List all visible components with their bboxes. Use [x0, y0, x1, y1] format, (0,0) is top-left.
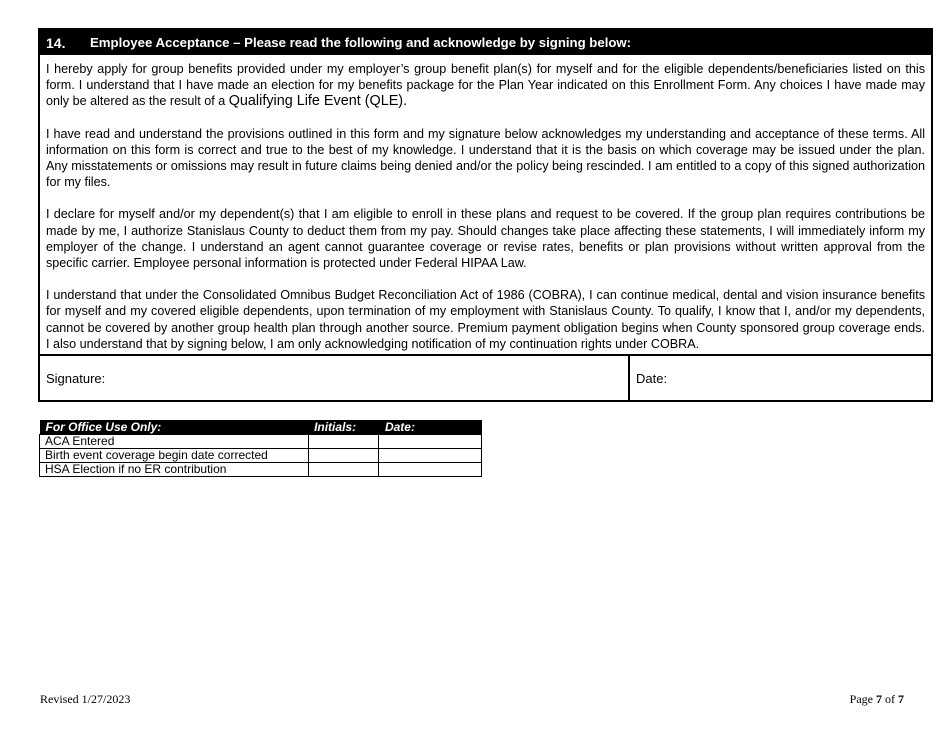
office-row-label: HSA Election if no ER contribution: [40, 463, 309, 477]
office-use-table: [39, 420, 482, 477]
office-header-initials: Initials:: [308, 420, 379, 435]
section-number: 14.: [46, 34, 66, 51]
current-page: 7: [876, 692, 882, 706]
initials-cell[interactable]: [308, 463, 379, 477]
section-header: [40, 30, 931, 55]
office-header-label: For Office Use Only:: [40, 420, 309, 435]
date-label: Date:: [636, 370, 668, 386]
office-header-row: [40, 420, 482, 435]
date-cell[interactable]: [379, 435, 482, 449]
employee-acceptance-section: [38, 28, 933, 402]
signature-row: [40, 356, 931, 400]
table-row: [40, 435, 482, 449]
office-row-label: Birth event coverage begin date corrected: [40, 449, 309, 463]
date-cell[interactable]: [379, 463, 482, 477]
date-cell[interactable]: [379, 449, 482, 463]
signature-field[interactable]: [40, 356, 630, 400]
revision-date: Revised 1/27/2023: [40, 692, 131, 706]
office-row-label: ACA Entered: [40, 435, 309, 449]
acceptance-text: [40, 55, 931, 356]
table-row: [40, 463, 482, 477]
signature-label: Signature:: [46, 370, 106, 386]
paragraph-provisions: I have read and understand the provisions outlined in this form and my signature below acknowledges my understanding and acceptance of these terms. All information on this form is correct and true to the best of my knowledge. I understand that it is the basis on which coverage may be issued under the plan. Any misstatements or omissions may result in future claims being denied and/or the policy being rescinded. I am entitled to a copy of this signed authorization for my files.: [46, 126, 925, 190]
section-title: Employee Acceptance – Please read the following and acknowledge by signing below:: [90, 35, 632, 50]
paragraph-cobra: I understand that under the Consolidated Omnibus Budget Reconciliation Act of 1986 (COBRA), I can continue medical, dental and vision insurance benefits for myself and my covered eligible dependents, upon termination of my employment with Stanislaus County. To qualify, I know that I, and/or my dependents, cannot be covered by another group health plan through another source. Premium payment obligation begins when County sponsored group coverage ends. I also understand that by signing below, I am only acknowledging notification of my continuation rights under COBRA.: [46, 288, 925, 351]
total-pages: 7: [898, 692, 904, 706]
initials-cell[interactable]: [308, 435, 379, 449]
table-row: [40, 449, 482, 463]
paragraph-eligibility: I declare for myself and/or my dependent(s) that I am eligible to enroll in these plans and request to be covered. If the group plan requires contributions be made by me, I authorize Stanislaus County to deduct them from my pay. Should changes take place affecting these statements, I will immediately inform my employer of the change. I understand an agent cannot guarantee coverage or revise rates, benefits or plan provisions without written approval from the specific carrier. Employee personal information is protected under Federal HIPAA Law.: [46, 207, 925, 271]
date-field[interactable]: [630, 356, 931, 400]
paragraph-benefits: I hereby apply for group benefits provided under my employer’s group benefit plan(s) for myself and for the eligible dependents/beneficiaries listed on this form. I understand that I have made an election for my benefits package for the Plan Year indicated on this Enrollment Form. Any choices I have made may only be altered as the result of a Qualifying Life Event (QLE).: [46, 62, 925, 110]
page-number: Page 7 of 7: [849, 692, 904, 706]
initials-cell[interactable]: [308, 449, 379, 463]
office-header-date: Date:: [379, 420, 482, 435]
qle-text: Qualifying Life Event (QLE).: [228, 93, 408, 110]
